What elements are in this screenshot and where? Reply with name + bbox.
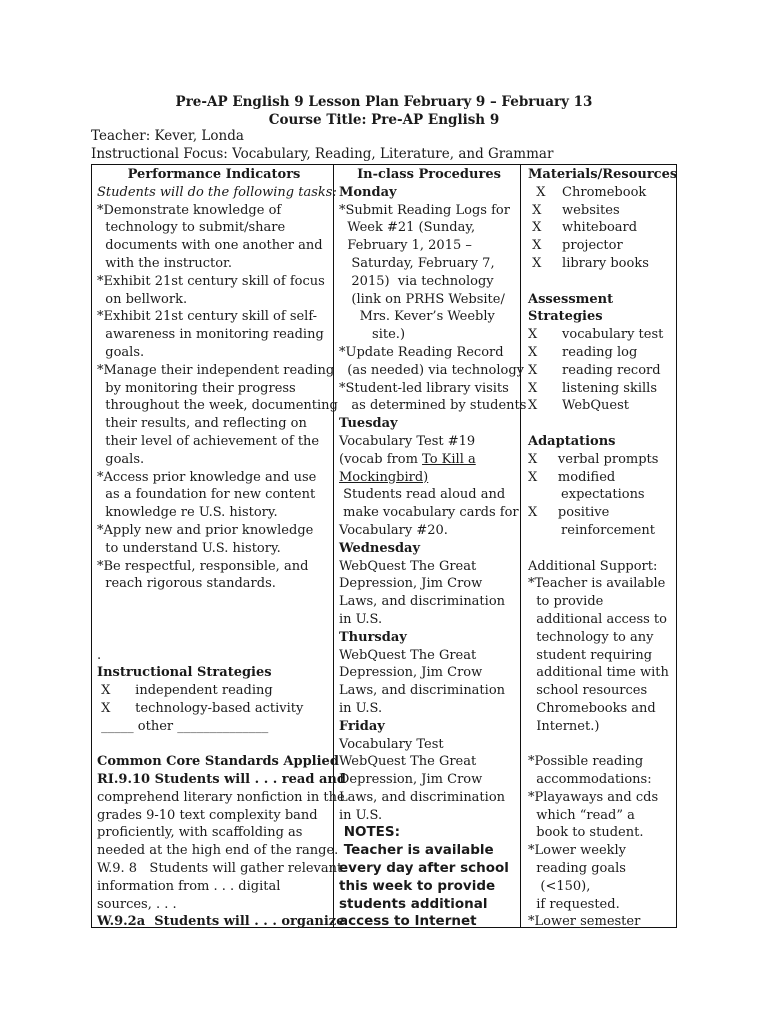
col1-line: X independent reading: [97, 683, 273, 699]
col3-line: X modified: [528, 469, 616, 485]
col1-line: with the instructor.: [97, 255, 232, 271]
col3-line: [528, 273, 676, 291]
col1-line: RI.9.10 Students will . . . read and: [97, 772, 346, 788]
materials-resources-column: [528, 166, 676, 931]
col1-line: knowledge re U.S. history.: [97, 505, 278, 521]
col1-line: Students will do the following tasks:: [97, 184, 337, 200]
col3-line: (<150),: [528, 878, 591, 894]
col1-line: *Access prior knowledge and use: [97, 469, 317, 485]
col1-line: [97, 593, 331, 611]
col3-line: *Possible reading: [528, 754, 644, 770]
col2-line: *Student-led library visits: [339, 380, 509, 396]
col2-line: [339, 469, 519, 487]
col1-line: documents with one another and: [97, 238, 323, 254]
col1-line: on bellwork.: [97, 291, 188, 307]
in-class-procedures-column: [339, 166, 527, 931]
col3-line: [528, 736, 676, 754]
col1-line: sources, . . .: [97, 896, 177, 912]
col2-line: make vocabulary cards for: [339, 505, 519, 521]
col3-line: *Lower weekly: [528, 843, 627, 859]
col3-line: if requested.: [528, 896, 620, 912]
col2-line: WebQuest The Great: [339, 558, 477, 574]
col2-line: Laws, and discrimination: [339, 594, 506, 610]
col2-line: Mrs. Kever’s Weebly: [339, 309, 495, 325]
notes-line: NOTES:: [339, 824, 401, 841]
col2-line: Vocabulary #20.: [339, 522, 448, 538]
col3-line: X library books: [528, 255, 649, 271]
col1-line: [97, 611, 331, 629]
col2-line: in U.S.: [339, 700, 383, 716]
col2-line: Students read aloud and: [339, 487, 506, 503]
col1-line: reach rigorous standards.: [97, 576, 276, 592]
col3-line: [528, 415, 676, 433]
col2-line: Laws, and discrimination: [339, 683, 506, 699]
col2-line: *Submit Reading Logs for: [339, 202, 510, 218]
col1-line: their results, and reflecting on: [97, 416, 307, 432]
col2-line: *Update Reading Record: [339, 344, 504, 360]
col3-line: additional time with: [528, 665, 669, 681]
course-title: Course Title: Pre-AP English 9: [268, 112, 500, 128]
col1-line: awareness in monitoring reading: [97, 327, 324, 343]
col3-line: X verbal prompts: [528, 451, 659, 467]
performance-indicators-column: [97, 166, 346, 931]
col1-line: Performance Indicators: [127, 167, 301, 182]
notes-line: students additional: [339, 895, 488, 912]
col3-line: reading goals: [528, 861, 626, 877]
col3-line: accommodations:: [528, 772, 652, 788]
col1-line: their level of achievement of the: [97, 433, 320, 449]
col1-line: W.9. 8 Students will gather relevant: [97, 861, 343, 877]
col3-line: which “read” a: [528, 807, 635, 823]
col3-line: *Playaways and cds: [528, 789, 659, 805]
col2-line: 2015) via technology: [339, 273, 494, 289]
col3-line: to provide: [528, 594, 604, 610]
col1-line: *Be respectful, responsible, and: [97, 558, 309, 574]
col3-line: X listening skills: [528, 380, 658, 396]
col2-line: WebQuest The Great: [339, 754, 477, 770]
col3-line: school resources: [528, 683, 648, 699]
col2-line: [339, 451, 519, 469]
col3-line: additional access to: [528, 611, 667, 627]
document-title: Pre-AP English 9 Lesson Plan February 9 – February 13: [175, 94, 593, 110]
col2-line: In-class Procedures: [357, 167, 501, 182]
col1-line: by monitoring their progress: [97, 380, 296, 396]
col1-line: as a foundation for new content: [97, 487, 316, 503]
notes-line: access to Internet: [339, 913, 477, 930]
col1-line: W.9.2a Students will . . . organize: [97, 914, 345, 930]
col2-line: Vocabulary Test: [339, 736, 444, 752]
col1-line: grades 9-10 text complexity band: [97, 807, 318, 823]
col3-line: book to student.: [528, 825, 644, 841]
col3-line: student requiring: [528, 647, 653, 663]
col3-line: X reading record: [528, 362, 661, 378]
col2-line: in U.S.: [339, 807, 383, 823]
col3-line: Chromebooks and: [528, 700, 656, 716]
col1-line: technology to submit/share: [97, 220, 286, 236]
column-divider: [333, 165, 334, 927]
col1-line: Common Core Standards Applied: [97, 754, 339, 770]
col3-line: *Teacher is available: [528, 576, 666, 592]
col2-line: (as needed) via technology: [339, 362, 524, 378]
col2-line: Tuesday: [339, 416, 398, 432]
col2-line: Week #21 (Sunday,: [339, 220, 476, 236]
col1-line: information from . . . digital: [97, 878, 281, 894]
col1-line: *Demonstrate knowledge of: [97, 202, 282, 218]
teacher-line: Teacher: Kever, Londa: [91, 128, 244, 144]
col2-line: Depression, Jim Crow: [339, 665, 483, 681]
col2-line: Vocabulary Test #19: [339, 433, 476, 449]
col3-line: *Lower semester: [528, 914, 641, 930]
col2-line: site.): [339, 327, 406, 343]
col2-line: Laws, and discrimination: [339, 789, 506, 805]
col1-line: *Exhibit 21st century skill of self-: [97, 309, 318, 325]
col3-line: Internet.): [528, 718, 600, 734]
col3-line: X positive: [528, 505, 610, 521]
col1-line: _____ other ______________: [97, 718, 269, 734]
col2-line: Wednesday: [339, 540, 421, 556]
col3-line: X vocabulary test: [528, 327, 664, 343]
col1-line: Instructional Strategies: [97, 665, 272, 681]
col1-line: [97, 736, 331, 754]
col2-line: February 1, 2015 –: [339, 238, 472, 254]
col1-line: throughout the week, documenting: [97, 398, 338, 414]
notes-line: every day after school: [339, 860, 509, 877]
column-divider: [520, 165, 521, 927]
book-title: To Kill a: [422, 451, 476, 467]
vocab-from-text: (vocab from: [339, 451, 423, 467]
col3-line: Materials/Resources: [528, 167, 678, 182]
col1-line: goals.: [97, 344, 145, 360]
col2-line: Thursday: [339, 629, 407, 645]
col1-line: to understand U.S. history.: [97, 540, 281, 556]
col2-line: Depression, Jim Crow: [339, 772, 483, 788]
col3-line: X reading log: [528, 344, 638, 360]
book-title: Mockingbird): [339, 469, 429, 485]
col3-line: Assessment: [528, 291, 614, 307]
col2-line: as determined by students: [339, 398, 527, 414]
col3-line: reinforcement: [528, 522, 655, 538]
col3-line: [528, 540, 676, 558]
col1-line: comprehend literary nonfiction in the: [97, 789, 345, 805]
col2-line: (link on PRHS Website/: [339, 291, 505, 307]
col3-line: technology to any: [528, 629, 654, 645]
col2-line: Saturday, February 7,: [339, 255, 495, 271]
col2-line: WebQuest The Great: [339, 647, 477, 663]
col1-line: *Manage their independent reading: [97, 362, 335, 378]
col3-line: X WebQuest: [528, 398, 629, 414]
col3-line: X whiteboard: [528, 220, 638, 236]
notes-line: Teacher is available: [339, 842, 494, 859]
col2-line: Depression, Jim Crow: [339, 576, 483, 592]
col3-line: X projector: [528, 238, 623, 254]
col2-line: Friday: [339, 718, 385, 734]
lesson-plan-table: [91, 164, 677, 928]
col1-line: X technology-based activity: [97, 700, 304, 716]
notes-line: this week to provide: [339, 877, 496, 894]
col2-line: Monday: [339, 184, 397, 200]
col1-line: goals.: [97, 451, 145, 467]
col3-line: expectations: [528, 487, 645, 503]
col3-line: Additional Support:: [528, 558, 658, 574]
col2-line: in U.S.: [339, 611, 383, 627]
col1-line: proficiently, with scaffolding as: [97, 825, 303, 841]
col3-line: X websites: [528, 202, 620, 218]
col3-line: X Chromebook: [528, 184, 647, 200]
col3-line: Strategies: [528, 309, 603, 325]
col1-line: .: [97, 647, 102, 663]
col1-line: *Apply new and prior knowledge: [97, 522, 314, 538]
col1-line: [97, 629, 331, 647]
instructional-focus-line: Instructional Focus: Vocabulary, Reading, Literature, and Grammar: [91, 146, 554, 162]
col3-line: Adaptations: [528, 433, 616, 449]
col1-line: *Exhibit 21st century skill of focus: [97, 273, 325, 289]
col1-line: needed at the high end of the range.: [97, 843, 339, 859]
